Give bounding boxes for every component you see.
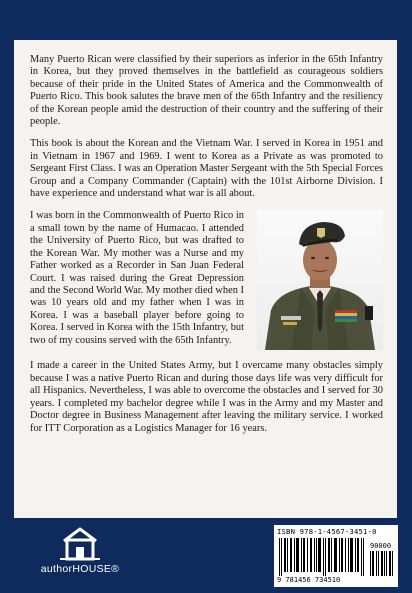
bio-paragraph: I was born in the Commonwealth of Puerto Rico in a small town by the name of Humacao. I attended the University of Puerto Rico, but was drafted to the Korean War. My mother was a Nurse and my Father worked as a Recorder in San Juan Federal Court. I was raised during the Great Depression and the Second World War. My mother died when I was 10 years old and my father when I was in Korea. I was a baseball player before going to Korea. I served in Korea with the 15th Infantry, but two of my cousins served with the 65th Infantry.	[30, 210, 244, 346]
barcode	[274, 525, 398, 587]
about-paragraph: This book is about the Korean and the Vietnam War. I served in Korea in 1951 and in Vietnam in 1967 and 1969. I went to Korea as a Private as was promoted to Sergeant First Class. I was an Operation Master Sergeant with the 5th Special Forces Group and a Company Commander (Captain) with the 101st Airborne Division. I have experience and understand what war is all about.	[30, 138, 383, 200]
barcode-digits: 9 781456 734510	[277, 576, 341, 584]
barcode-bars-icon	[277, 538, 395, 576]
author-portrait-image	[257, 210, 383, 350]
publisher-logo	[30, 525, 130, 585]
career-paragraph: I made a career in the United States Army, but I overcame many obstacles simply because I was a native Puerto Rican and during those days life was very difficult for all Hispanics. Nevertheless, I was able to overcome the obstacles and I served for 30 years. I completed my bachelor degree while I was in the Army and my Master and Doctor degree in Business Management after leaving the military service. I worked for ITT Corporation as a Logistics Manager for 16 years.	[30, 360, 383, 434]
publisher-name: authorHOUSE®	[40, 563, 120, 575]
isbn-label: ISBN 978-1-4567-3451-0	[277, 527, 377, 536]
barcode-addon: 90000	[370, 542, 392, 550]
house-logo-icon	[30, 525, 130, 563]
author-photo	[257, 210, 383, 350]
intro-paragraph: Many Puerto Rican were classified by their superiors as inferior in the 65th Infantry in Korea, but they proved themselves in the battlefield as courageous soldiers because of their pride in the United States of America and the Commonwealth of Puerto Rico. This book salutes the brave men of the 65th Infantry and the resiliency of the Korean people amid the destruction of their country and the suffering of their people.	[30, 54, 383, 128]
text-panel	[14, 40, 397, 518]
bio-section	[30, 210, 383, 350]
